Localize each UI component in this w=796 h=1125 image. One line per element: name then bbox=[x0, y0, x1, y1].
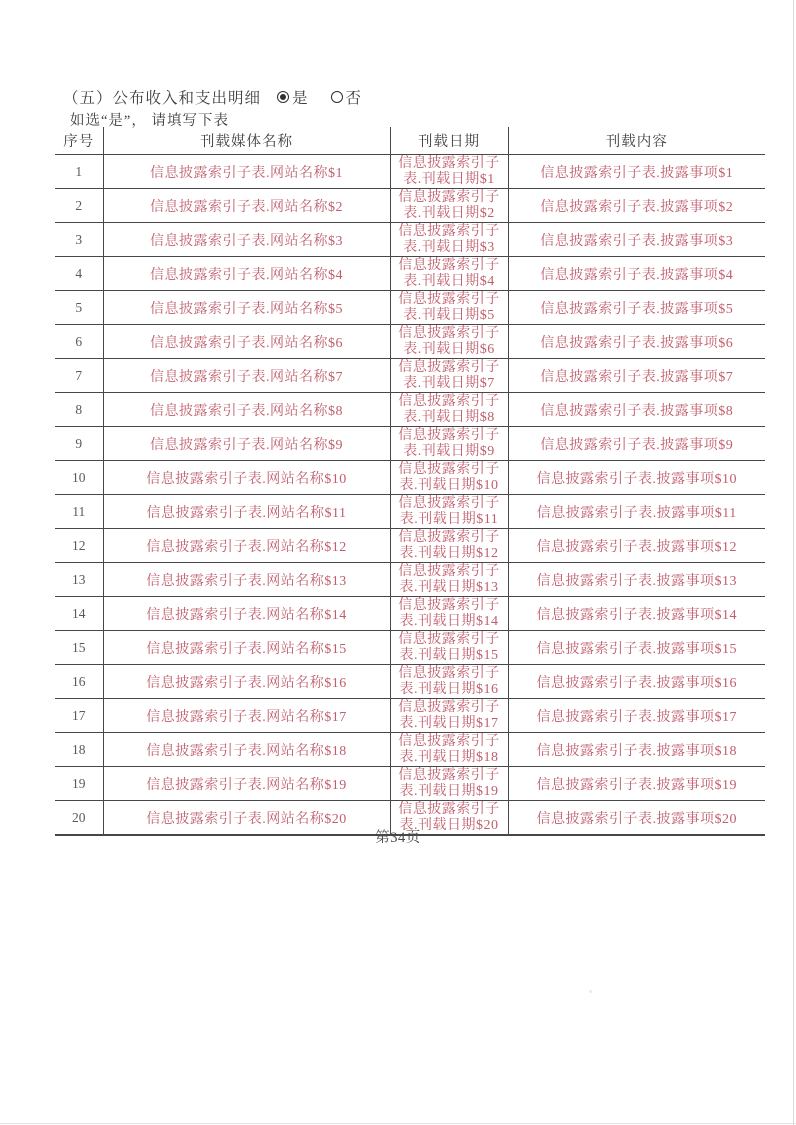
radio-no-label: 否 bbox=[345, 90, 363, 107]
table-body bbox=[55, 155, 765, 836]
table-header-row bbox=[55, 127, 765, 155]
radio-option-yes[interactable] bbox=[277, 86, 309, 108]
row-index-cell: 12 bbox=[55, 529, 103, 563]
table-row bbox=[55, 631, 765, 665]
row-index-cell: 4 bbox=[55, 257, 103, 291]
publish-date-cell: 信息披露索引子表.刊载日期$9 bbox=[390, 427, 508, 461]
publish-date-cell: 信息披露索引子表.刊载日期$14 bbox=[390, 597, 508, 631]
table-row bbox=[55, 767, 765, 801]
table-row bbox=[55, 665, 765, 699]
publish-date-cell: 信息披露索引子表.刊载日期$18 bbox=[390, 733, 508, 767]
publish-content-cell: 信息披露索引子表.披露事项$8 bbox=[508, 393, 765, 427]
section-title: （五）公布收入和支出明细 bbox=[63, 90, 262, 107]
table-row bbox=[55, 257, 765, 291]
publish-date-cell: 信息披露索引子表.刊载日期$4 bbox=[390, 257, 508, 291]
media-name-cell: 信息披露索引子表.网站名称$19 bbox=[103, 767, 390, 801]
row-index-cell: 16 bbox=[55, 665, 103, 699]
publish-content-cell: 信息披露索引子表.披露事项$20 bbox=[508, 801, 765, 836]
publish-date-cell: 信息披露索引子表.刊载日期$11 bbox=[390, 495, 508, 529]
table-row bbox=[55, 733, 765, 767]
media-name-cell: 信息披露索引子表.网站名称$10 bbox=[103, 461, 390, 495]
publish-date-cell: 信息披露索引子表.刊载日期$17 bbox=[390, 699, 508, 733]
publish-date-cell: 信息披露索引子表.刊载日期$13 bbox=[390, 563, 508, 597]
publish-date-cell: 信息披露索引子表.刊载日期$5 bbox=[390, 291, 508, 325]
publish-date-cell: 信息披露索引子表.刊载日期$7 bbox=[390, 359, 508, 393]
publish-content-cell: 信息披露索引子表.披露事项$1 bbox=[508, 155, 765, 189]
col-header-media: 刊载媒体名称 bbox=[103, 127, 390, 155]
row-index-cell: 9 bbox=[55, 427, 103, 461]
publish-content-cell: 信息披露索引子表.披露事项$4 bbox=[508, 257, 765, 291]
row-index-cell: 6 bbox=[55, 325, 103, 359]
radio-no-icon[interactable] bbox=[331, 91, 343, 103]
media-name-cell: 信息披露索引子表.网站名称$3 bbox=[103, 223, 390, 257]
publish-content-cell: 信息披露索引子表.披露事项$18 bbox=[508, 733, 765, 767]
radio-yes-label: 是 bbox=[292, 90, 309, 107]
row-index-cell: 18 bbox=[55, 733, 103, 767]
table-row bbox=[55, 325, 765, 359]
table-row bbox=[55, 427, 765, 461]
row-index-cell: 14 bbox=[55, 597, 103, 631]
media-name-cell: 信息披露索引子表.网站名称$20 bbox=[103, 801, 390, 836]
row-index-cell: 5 bbox=[55, 291, 103, 325]
row-index-cell: 10 bbox=[55, 461, 103, 495]
media-name-cell: 信息披露索引子表.网站名称$13 bbox=[103, 563, 390, 597]
table-row bbox=[55, 495, 765, 529]
media-name-cell: 信息披露索引子表.网站名称$1 bbox=[103, 155, 390, 189]
row-index-cell: 15 bbox=[55, 631, 103, 665]
media-name-cell: 信息披露索引子表.网站名称$15 bbox=[103, 631, 390, 665]
media-name-cell: 信息披露索引子表.网站名称$8 bbox=[103, 393, 390, 427]
page-number: 第34页 bbox=[375, 830, 421, 846]
col-header-content: 刊载内容 bbox=[508, 127, 765, 155]
publish-date-cell: 信息披露索引子表.刊载日期$19 bbox=[390, 767, 508, 801]
radio-option-no[interactable] bbox=[331, 86, 363, 108]
table-row bbox=[55, 699, 765, 733]
row-index-cell: 11 bbox=[55, 495, 103, 529]
table-row bbox=[55, 291, 765, 325]
publish-date-cell: 信息披露索引子表.刊载日期$15 bbox=[390, 631, 508, 665]
row-index-cell: 8 bbox=[55, 393, 103, 427]
table-row bbox=[55, 597, 765, 631]
publish-date-cell: 信息披露索引子表.刊载日期$10 bbox=[390, 461, 508, 495]
publish-date-cell: 信息披露索引子表.刊载日期$8 bbox=[390, 393, 508, 427]
publish-content-cell: 信息披露索引子表.披露事项$11 bbox=[508, 495, 765, 529]
media-name-cell: 信息披露索引子表.网站名称$6 bbox=[103, 325, 390, 359]
row-index-cell: 19 bbox=[55, 767, 103, 801]
radio-yes-icon[interactable] bbox=[277, 91, 289, 103]
table-row bbox=[55, 155, 765, 189]
row-index-cell: 3 bbox=[55, 223, 103, 257]
scan-artifact bbox=[589, 990, 592, 993]
publish-content-cell: 信息披露索引子表.披露事项$6 bbox=[508, 325, 765, 359]
col-header-index: 序号 bbox=[55, 127, 103, 155]
media-name-cell: 信息披露索引子表.网站名称$4 bbox=[103, 257, 390, 291]
scan-edge-right bbox=[793, 0, 794, 1125]
instruction-text: 如选“是”， 请填写下表 bbox=[70, 113, 229, 129]
publish-content-cell: 信息披露索引子表.披露事项$12 bbox=[508, 529, 765, 563]
publish-date-cell: 信息披露索引子表.刊载日期$6 bbox=[390, 325, 508, 359]
table-row bbox=[55, 223, 765, 257]
publish-content-cell: 信息披露索引子表.披露事项$9 bbox=[508, 427, 765, 461]
row-index-cell: 17 bbox=[55, 699, 103, 733]
publish-date-cell: 信息披露索引子表.刊载日期$20 bbox=[390, 801, 508, 836]
publish-content-cell: 信息披露索引子表.披露事项$14 bbox=[508, 597, 765, 631]
row-index-cell: 7 bbox=[55, 359, 103, 393]
publish-content-cell: 信息披露索引子表.披露事项$19 bbox=[508, 767, 765, 801]
media-name-cell: 信息披露索引子表.网站名称$2 bbox=[103, 189, 390, 223]
media-name-cell: 信息披露索引子表.网站名称$11 bbox=[103, 495, 390, 529]
publish-content-cell: 信息披露索引子表.披露事项$7 bbox=[508, 359, 765, 393]
publish-date-cell: 信息披露索引子表.刊载日期$12 bbox=[390, 529, 508, 563]
media-name-cell: 信息披露索引子表.网站名称$5 bbox=[103, 291, 390, 325]
publish-content-cell: 信息披露索引子表.披露事项$3 bbox=[508, 223, 765, 257]
publish-date-cell: 信息披露索引子表.刊载日期$3 bbox=[390, 223, 508, 257]
publish-content-cell: 信息披露索引子表.披露事项$2 bbox=[508, 189, 765, 223]
publish-content-cell: 信息披露索引子表.披露事项$16 bbox=[508, 665, 765, 699]
row-index-cell: 20 bbox=[55, 801, 103, 836]
publish-date-cell: 信息披露索引子表.刊载日期$2 bbox=[390, 189, 508, 223]
publish-date-cell: 信息披露索引子表.刊载日期$1 bbox=[390, 155, 508, 189]
publish-content-cell: 信息披露索引子表.披露事项$10 bbox=[508, 461, 765, 495]
media-name-cell: 信息披露索引子表.网站名称$18 bbox=[103, 733, 390, 767]
table-row bbox=[55, 529, 765, 563]
media-name-cell: 信息披露索引子表.网站名称$9 bbox=[103, 427, 390, 461]
media-name-cell: 信息披露索引子表.网站名称$7 bbox=[103, 359, 390, 393]
publish-content-cell: 信息披露索引子表.披露事项$13 bbox=[508, 563, 765, 597]
section-heading-row bbox=[63, 86, 384, 108]
publish-content-cell: 信息披露索引子表.披露事项$15 bbox=[508, 631, 765, 665]
publication-table bbox=[55, 127, 765, 836]
row-index-cell: 2 bbox=[55, 189, 103, 223]
media-name-cell: 信息披露索引子表.网站名称$14 bbox=[103, 597, 390, 631]
row-index-cell: 1 bbox=[55, 155, 103, 189]
media-name-cell: 信息披露索引子表.网站名称$17 bbox=[103, 699, 390, 733]
table-row bbox=[55, 359, 765, 393]
media-name-cell: 信息披露索引子表.网站名称$16 bbox=[103, 665, 390, 699]
radio-group-publish-detail bbox=[277, 86, 384, 108]
row-index-cell: 13 bbox=[55, 563, 103, 597]
scan-edge-bottom bbox=[0, 1123, 796, 1124]
table-row bbox=[55, 461, 765, 495]
col-header-date: 刊载日期 bbox=[390, 127, 508, 155]
publish-content-cell: 信息披露索引子表.披露事项$17 bbox=[508, 699, 765, 733]
table-row bbox=[55, 189, 765, 223]
publish-content-cell: 信息披露索引子表.披露事项$5 bbox=[508, 291, 765, 325]
table-row bbox=[55, 563, 765, 597]
table-row bbox=[55, 393, 765, 427]
media-name-cell: 信息披露索引子表.网站名称$12 bbox=[103, 529, 390, 563]
publish-date-cell: 信息披露索引子表.刊载日期$16 bbox=[390, 665, 508, 699]
